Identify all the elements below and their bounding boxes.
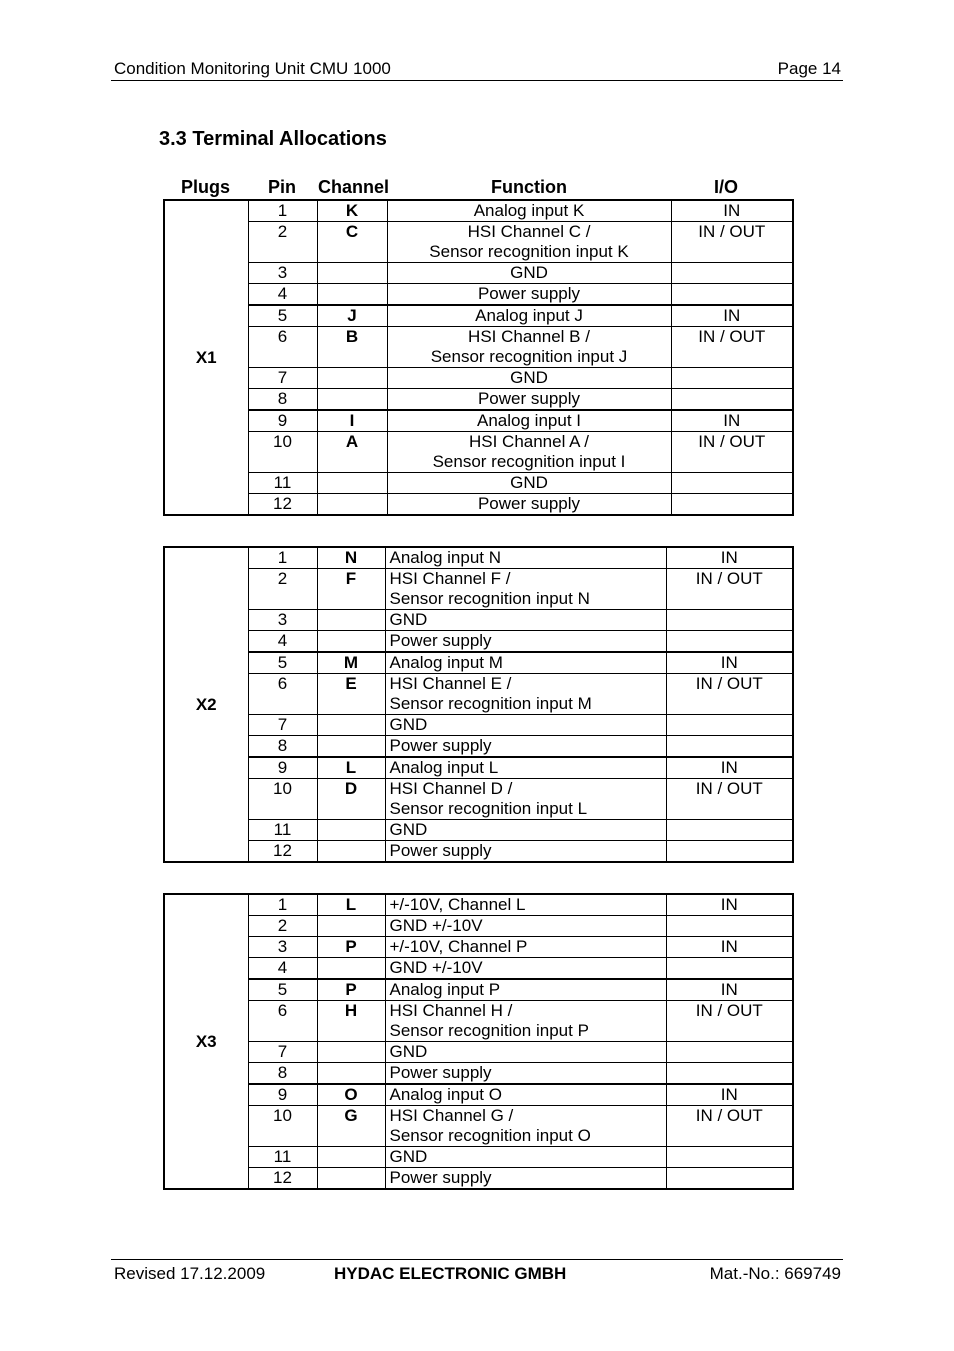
function-cell	[385, 1001, 666, 1042]
io-cell: IN	[666, 937, 793, 958]
channel-cell: E	[317, 674, 385, 715]
pin-cell: 6	[248, 327, 317, 368]
channel-cell	[317, 1042, 385, 1063]
io-cell	[666, 1168, 793, 1190]
function-line: GND	[510, 473, 548, 492]
table-row	[164, 368, 793, 389]
function-line: Power supply	[477, 494, 581, 513]
function-line: GND	[389, 1147, 428, 1166]
channel-cell: M	[317, 652, 385, 674]
table-row	[164, 389, 793, 411]
channel-cell: B	[317, 327, 387, 368]
function-line: +/-10V, Channel P	[389, 937, 528, 956]
function-cell	[387, 305, 671, 327]
table-row	[164, 736, 793, 758]
channel-cell	[317, 263, 387, 284]
channel-cell: G	[317, 1106, 385, 1147]
function-cell	[385, 894, 666, 916]
function-cell	[385, 1042, 666, 1063]
function-line: GND +/-10V	[389, 916, 483, 935]
function-line: Power supply	[389, 736, 492, 755]
channel-cell: L	[317, 757, 385, 779]
table-row	[164, 652, 793, 674]
page-number: Page 14	[777, 59, 841, 78]
function-cell	[387, 368, 671, 389]
channel-cell: H	[317, 1001, 385, 1042]
io-cell: IN	[671, 410, 793, 432]
io-cell	[671, 368, 793, 389]
pin-cell: 2	[248, 222, 317, 263]
plug-label: X2	[164, 547, 248, 862]
io-cell	[671, 284, 793, 306]
pin-cell: 9	[248, 757, 317, 779]
pin-cell: 11	[248, 820, 317, 841]
document-title: Condition Monitoring Unit CMU 1000	[114, 59, 391, 78]
channel-cell: O	[317, 1084, 385, 1106]
io-cell	[666, 1042, 793, 1063]
channel-cell	[317, 820, 385, 841]
pin-cell: 4	[248, 631, 317, 653]
column-header-pin: Pin	[268, 177, 297, 197]
function-line: Power supply	[389, 1168, 492, 1187]
channel-cell: P	[317, 979, 385, 1001]
function-line: HSI Channel B /	[468, 327, 590, 346]
function-line: Analog input P	[389, 980, 501, 999]
table-row	[164, 222, 793, 263]
channel-cell: P	[317, 937, 385, 958]
channel-cell	[317, 610, 385, 631]
channel-cell: K	[317, 200, 387, 222]
io-cell	[666, 631, 793, 653]
function-line: Power supply	[477, 284, 581, 303]
function-line: Sensor recognition input O	[389, 1126, 591, 1145]
pin-cell: 10	[248, 432, 317, 473]
io-cell: IN / OUT	[666, 674, 793, 715]
function-line: HSI Channel E /	[389, 674, 512, 693]
function-cell	[385, 757, 666, 779]
io-cell	[666, 715, 793, 736]
io-cell	[671, 494, 793, 516]
function-cell	[385, 652, 666, 674]
channel-cell: L	[317, 894, 385, 916]
channel-cell: N	[317, 547, 385, 569]
channel-cell	[317, 631, 385, 653]
io-cell	[671, 389, 793, 411]
channel-cell: F	[317, 569, 385, 610]
table-row	[164, 1147, 793, 1168]
function-line: Sensor recognition input N	[389, 589, 590, 608]
table-row	[164, 1106, 793, 1147]
pin-cell: 5	[248, 652, 317, 674]
company-name: HYDAC ELECTRONIC GMBH	[334, 1264, 567, 1283]
channel-cell	[317, 284, 387, 306]
function-cell	[387, 410, 671, 432]
channel-cell	[317, 1147, 385, 1168]
io-cell	[666, 958, 793, 980]
channel-cell	[317, 368, 387, 389]
page-header	[111, 58, 843, 81]
io-cell: IN	[666, 652, 793, 674]
channel-cell	[317, 958, 385, 980]
pin-cell: 1	[248, 200, 317, 222]
pin-cell: 7	[248, 715, 317, 736]
pin-cell: 5	[248, 305, 317, 327]
pin-cell: 11	[248, 1147, 317, 1168]
pin-cell: 9	[248, 1084, 317, 1106]
function-cell	[385, 736, 666, 758]
function-cell	[387, 432, 671, 473]
io-cell: IN / OUT	[666, 1001, 793, 1042]
channel-cell	[317, 841, 385, 863]
plug-label: X3	[164, 894, 248, 1189]
table-row	[164, 200, 793, 222]
table-row	[164, 263, 793, 284]
table-row	[164, 674, 793, 715]
io-cell: IN	[666, 1084, 793, 1106]
io-cell: IN / OUT	[666, 569, 793, 610]
io-cell: IN	[671, 305, 793, 327]
table-row	[164, 1042, 793, 1063]
function-line: Sensor recognition input L	[389, 799, 588, 818]
io-cell	[666, 820, 793, 841]
channel-cell	[317, 494, 387, 516]
pin-cell: 6	[248, 674, 317, 715]
table-row	[164, 841, 793, 863]
terminal-table-x3	[163, 893, 794, 1190]
io-cell: IN / OUT	[671, 327, 793, 368]
column-header-io: I/O	[714, 177, 739, 197]
pin-cell: 7	[248, 368, 317, 389]
pin-cell: 3	[248, 263, 317, 284]
plug-label: X1	[164, 200, 248, 515]
table-row	[164, 432, 793, 473]
io-cell: IN / OUT	[666, 1106, 793, 1147]
function-cell	[387, 327, 671, 368]
function-cell	[385, 674, 666, 715]
pin-cell: 11	[248, 473, 317, 494]
table-row	[164, 958, 793, 980]
channel-cell	[317, 916, 385, 937]
function-cell	[385, 631, 666, 653]
column-header-plugs: Plugs	[181, 177, 231, 197]
function-line: +/-10V, Channel L	[389, 895, 526, 914]
io-cell	[666, 1147, 793, 1168]
function-cell	[385, 958, 666, 980]
function-line: GND	[389, 610, 428, 629]
table-row	[164, 779, 793, 820]
pin-cell: 8	[248, 1063, 317, 1085]
io-cell: IN / OUT	[671, 222, 793, 263]
function-cell	[385, 547, 666, 569]
pin-cell: 1	[248, 547, 317, 569]
table-row	[164, 473, 793, 494]
io-cell: IN	[666, 757, 793, 779]
io-cell	[671, 263, 793, 284]
channel-cell: I	[317, 410, 387, 432]
function-line: Sensor recognition input P	[389, 1021, 589, 1040]
io-cell: IN	[666, 894, 793, 916]
function-cell	[385, 841, 666, 863]
function-cell	[385, 779, 666, 820]
page-footer	[111, 1259, 843, 1290]
pin-cell: 2	[248, 569, 317, 610]
table-row	[164, 1063, 793, 1085]
function-line: Analog input L	[389, 758, 499, 777]
io-cell: IN / OUT	[666, 779, 793, 820]
table-row	[164, 937, 793, 958]
channel-cell	[317, 1063, 385, 1085]
io-cell	[666, 1063, 793, 1085]
function-line: Power supply	[389, 841, 492, 860]
column-header-function: Function	[491, 177, 567, 197]
channel-cell	[317, 715, 385, 736]
channel-cell: D	[317, 779, 385, 820]
function-line: Sensor recognition input I	[432, 452, 626, 471]
pin-cell: 4	[248, 958, 317, 980]
table-row	[164, 1001, 793, 1042]
table-row	[164, 569, 793, 610]
function-line: HSI Channel C /	[467, 222, 591, 241]
function-cell	[385, 1063, 666, 1085]
channel-cell: C	[317, 222, 387, 263]
io-cell: IN	[666, 979, 793, 1001]
function-line: HSI Channel H /	[389, 1001, 513, 1020]
terminal-table-x1	[163, 199, 794, 516]
function-line: Sensor recognition input M	[389, 694, 592, 713]
function-line: GND	[389, 820, 428, 839]
function-line: HSI Channel G /	[389, 1106, 514, 1125]
function-line: Sensor recognition input J	[430, 347, 628, 366]
function-cell	[385, 937, 666, 958]
function-line: HSI Channel F /	[389, 569, 511, 588]
table-row	[164, 631, 793, 653]
pin-cell: 1	[248, 894, 317, 916]
io-cell: IN / OUT	[671, 432, 793, 473]
function-cell	[387, 389, 671, 411]
function-cell	[385, 1084, 666, 1106]
pin-cell: 10	[248, 779, 317, 820]
function-line: GND	[510, 368, 548, 387]
io-cell: IN	[671, 200, 793, 222]
table-row	[164, 1168, 793, 1190]
function-cell	[385, 569, 666, 610]
function-cell	[385, 1147, 666, 1168]
terminal-table-x2	[163, 546, 794, 863]
table-row	[164, 1084, 793, 1106]
function-cell	[385, 1168, 666, 1190]
table-row	[164, 327, 793, 368]
function-cell	[385, 916, 666, 937]
channel-cell: A	[317, 432, 387, 473]
io-cell	[671, 473, 793, 494]
pin-cell: 8	[248, 389, 317, 411]
function-line: Sensor recognition input K	[429, 242, 629, 261]
function-cell	[387, 284, 671, 306]
pin-cell: 7	[248, 1042, 317, 1063]
pin-cell: 12	[248, 841, 317, 863]
function-line: Analog input K	[473, 201, 585, 220]
function-cell	[387, 200, 671, 222]
pin-cell: 9	[248, 410, 317, 432]
io-cell	[666, 916, 793, 937]
section-title: 3.3 Terminal Allocations	[159, 128, 387, 150]
table-row	[164, 547, 793, 569]
function-line: GND	[389, 715, 428, 734]
io-cell	[666, 841, 793, 863]
table-row	[164, 757, 793, 779]
function-line: Power supply	[389, 631, 492, 650]
table-row	[164, 494, 793, 516]
table-row	[164, 610, 793, 631]
function-cell	[385, 610, 666, 631]
function-cell	[387, 222, 671, 263]
function-cell	[387, 473, 671, 494]
function-line: GND	[389, 1042, 428, 1061]
table-row	[164, 820, 793, 841]
table-row	[164, 305, 793, 327]
channel-cell: J	[317, 305, 387, 327]
function-line: HSI Channel A /	[468, 432, 590, 451]
pin-cell: 5	[248, 979, 317, 1001]
function-line: Power supply	[389, 1063, 492, 1082]
table-row	[164, 894, 793, 916]
pin-cell: 12	[248, 1168, 317, 1190]
function-cell	[385, 979, 666, 1001]
function-line: Analog input O	[389, 1085, 502, 1104]
channel-cell	[317, 389, 387, 411]
function-line: GND +/-10V	[389, 958, 483, 977]
function-line: Analog input N	[389, 548, 502, 567]
table-row	[164, 284, 793, 306]
pin-cell: 10	[248, 1106, 317, 1147]
function-line: GND	[510, 263, 548, 282]
function-line: Analog input M	[389, 653, 503, 672]
table-row	[164, 715, 793, 736]
channel-cell	[317, 1168, 385, 1190]
function-cell	[385, 1106, 666, 1147]
revision-date: Revised 17.12.2009	[114, 1264, 266, 1283]
function-cell	[385, 715, 666, 736]
material-number: Mat.-No.: 669749	[709, 1264, 841, 1283]
pin-cell: 4	[248, 284, 317, 306]
io-cell	[666, 736, 793, 758]
function-cell	[385, 820, 666, 841]
table-row	[164, 979, 793, 1001]
pin-cell: 3	[248, 610, 317, 631]
io-cell	[666, 610, 793, 631]
function-line: HSI Channel D /	[389, 779, 513, 798]
function-line: Power supply	[477, 389, 581, 408]
pin-cell: 2	[248, 916, 317, 937]
table-row	[164, 410, 793, 432]
pin-cell: 8	[248, 736, 317, 758]
pin-cell: 6	[248, 1001, 317, 1042]
function-cell	[387, 494, 671, 516]
function-cell	[387, 263, 671, 284]
function-line: Analog input J	[475, 306, 583, 325]
channel-cell	[317, 473, 387, 494]
io-cell: IN	[666, 547, 793, 569]
pin-cell: 3	[248, 937, 317, 958]
channel-cell	[317, 736, 385, 758]
pin-cell: 12	[248, 494, 317, 516]
function-line: Analog input I	[477, 411, 581, 430]
column-header-channel: Channel	[318, 177, 390, 197]
table-row	[164, 916, 793, 937]
